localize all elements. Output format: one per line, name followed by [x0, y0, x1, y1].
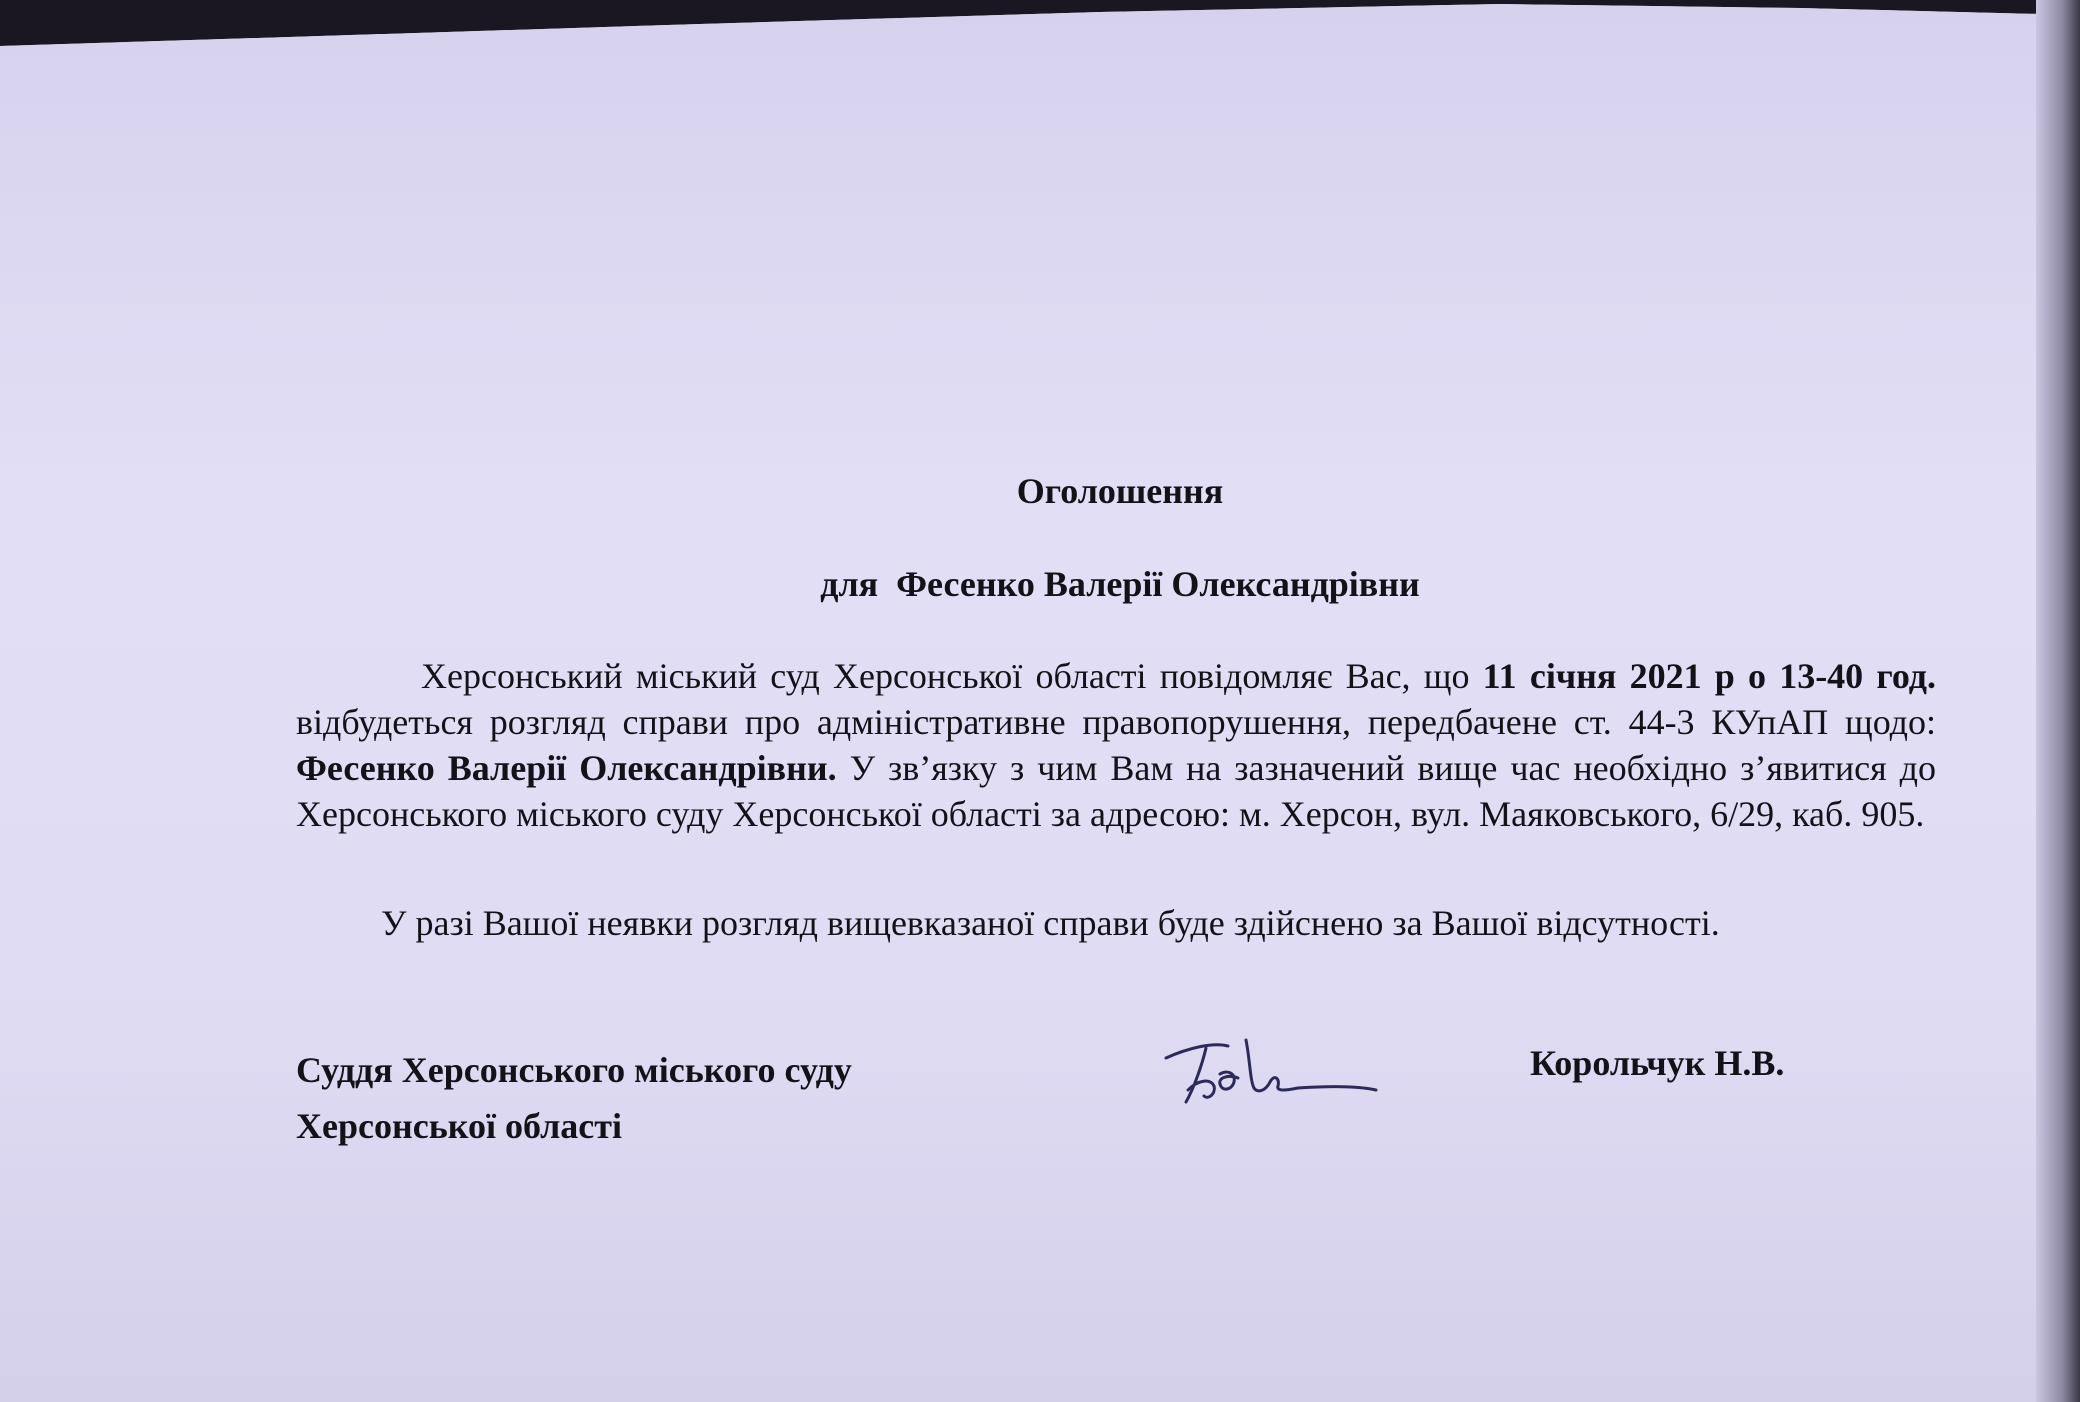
judge-position-line2: Херсонської області	[296, 1106, 622, 1146]
handwritten-signature	[1158, 1030, 1380, 1110]
paragraph-notice	[296, 653, 1936, 837]
document-title: Оголошення	[1016, 471, 1224, 511]
judge-position-line1: Суддя Херсонського міського суду	[296, 1050, 852, 1090]
judge-position	[296, 1042, 852, 1154]
paragraph-warning: У разі Вашої неявки розгляд вищевказаної справи буде здійснено за Вашої відсутності.	[381, 903, 1720, 943]
document-subtitle: для Фесенко Валерії Олександрівни	[820, 564, 1420, 604]
paragraph-text: відбудеться розгляд справи про адміністративне правопорушення, передбачене ст. 44-3 КУпАП щодо:	[296, 702, 1936, 742]
hearing-datetime: 11 січня 2021 р о 13-40 год.	[1482, 656, 1937, 696]
paragraph-text: У зв’язку з чим Вам на зазначений вище час необхідно з’явитися до Херсонського міського суду Херсонської області за адресою: м. Херсон, вул. Маяковського, 6/29, каб. 905.	[296, 748, 1936, 834]
judge-name: Корольчук Н.В.	[1530, 1043, 1785, 1083]
person-name: Фесенко Валерії Олександрівни.	[296, 748, 837, 788]
paragraph-text: Херсонський міський суд Херсонської області повідомляє Вас, що	[421, 656, 1483, 696]
